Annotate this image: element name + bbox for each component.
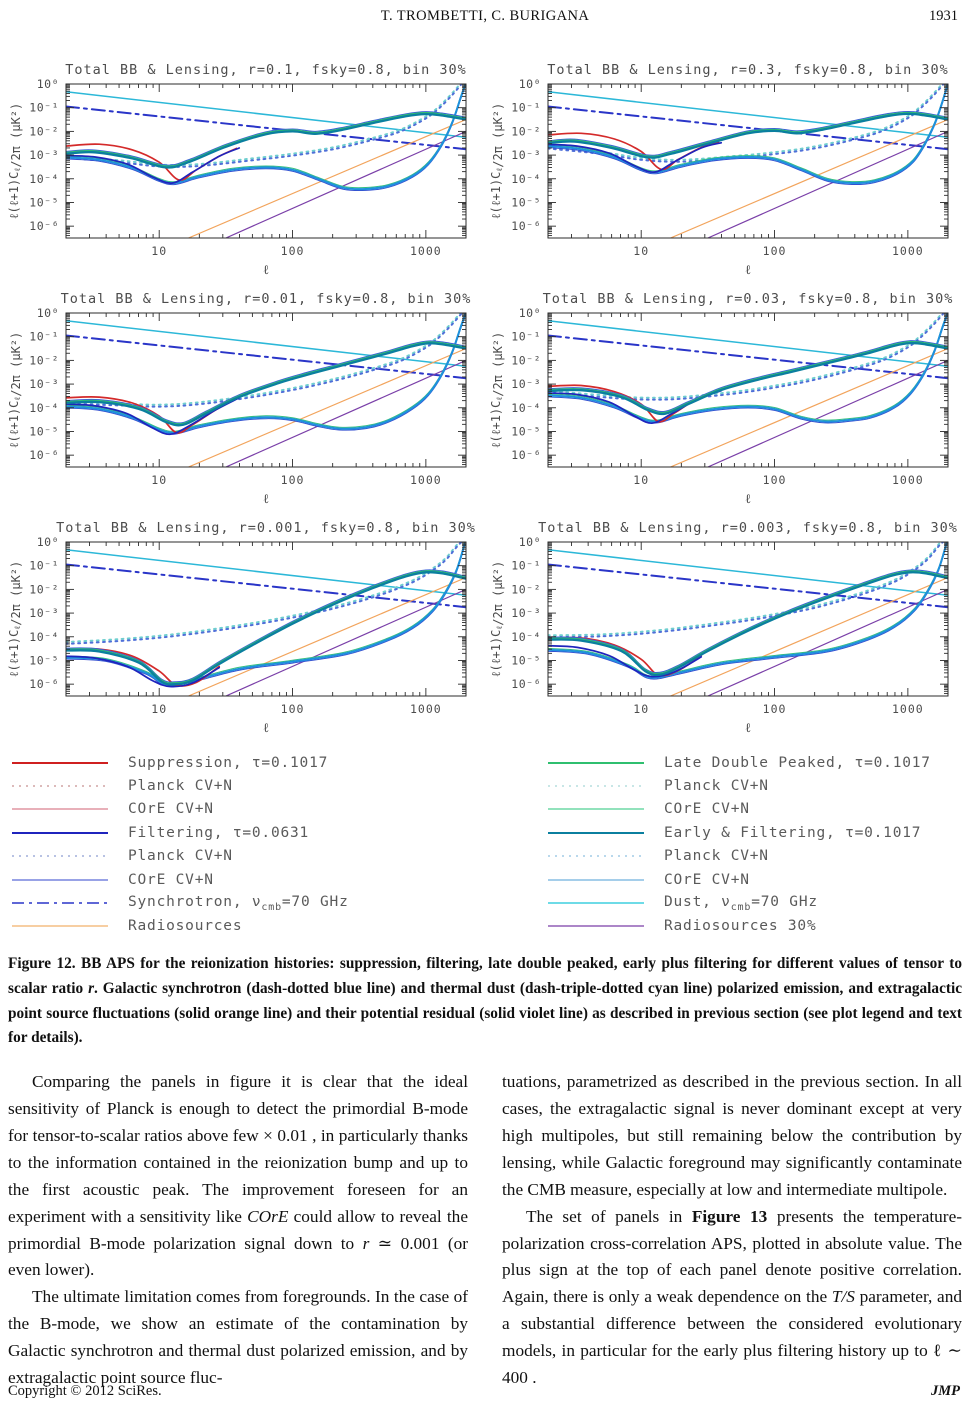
panel-title: Total BB & Lensing, r=0.003, fsky=0.8, bin 30% <box>538 520 958 536</box>
legend-line-swatch <box>12 805 108 813</box>
page-header <box>0 0 970 38</box>
svg-text:100: 100 <box>280 473 305 487</box>
legend-label <box>664 872 750 888</box>
svg-text:10⁻²: 10⁻² <box>511 124 541 139</box>
curve-dust <box>548 321 948 367</box>
svg-text:10⁻³: 10⁻³ <box>29 148 59 163</box>
svg-text:10⁻³: 10⁻³ <box>29 377 59 392</box>
legend-line-swatch <box>548 759 644 767</box>
svg-text:10: 10 <box>633 702 650 716</box>
curve-orange <box>189 578 467 697</box>
svg-text:1000: 1000 <box>410 702 442 716</box>
curve-violet <box>226 360 466 467</box>
legend-label <box>128 872 214 888</box>
figure-panel-1 <box>4 60 486 289</box>
y-axis-label: ℓ(ℓ+1)Cℓ/2π (μK²) <box>7 560 23 678</box>
panel-title: Total BB & Lensing, r=0.001, fsky=0.8, bin 30% <box>56 520 476 536</box>
svg-text:10⁻⁵: 10⁻⁵ <box>29 195 59 210</box>
legend-item <box>2 821 486 844</box>
svg-text:10⁰: 10⁰ <box>36 306 59 320</box>
curve-dotted <box>66 538 465 642</box>
legend-label-part: Planck CV+N <box>664 848 769 865</box>
svg-text:10⁻⁵: 10⁻⁵ <box>511 653 541 668</box>
text-segment: could allow to reveal the primordial B-mode polarization signal down to <box>8 1206 468 1253</box>
legend-label-part: Radiosources <box>128 918 243 935</box>
svg-text:10⁻³: 10⁻³ <box>511 377 541 392</box>
svg-text:10⁰: 10⁰ <box>518 306 541 320</box>
svg-text:10⁻¹: 10⁻¹ <box>29 558 59 573</box>
y-axis-label: ℓ(ℓ+1)Cℓ/2π (μK²) <box>489 331 505 449</box>
svg-text:10: 10 <box>151 473 168 487</box>
curve-orange <box>189 120 467 239</box>
figure-12-caption <box>8 952 962 1051</box>
text-segment: presents the temperature-polarization cross-correlation APS, plotted in absolute value. The plus sign at the top of each panel denote positive correlation. Again, there is only a weak dependence on the <box>502 1206 962 1307</box>
figure-panel-2 <box>486 60 968 289</box>
svg-text:10⁰: 10⁰ <box>518 535 541 549</box>
legend-label-part: Planck CV+N <box>128 848 233 865</box>
text-segment: Figure 13 <box>691 1206 768 1226</box>
svg-text:100: 100 <box>762 473 787 487</box>
legend-item <box>538 798 970 821</box>
text-segment: COrE <box>247 1206 289 1226</box>
legend-line-swatch <box>548 782 644 790</box>
body-paragraph <box>8 1284 468 1392</box>
svg-text:10⁻⁶: 10⁻⁶ <box>29 448 59 463</box>
panel-title: Total BB & Lensing, r=0.1, fsky=0.8, bin 30% <box>65 62 467 78</box>
legend-line-swatch <box>548 922 644 930</box>
curve-sync <box>66 107 466 150</box>
svg-text:100: 100 <box>280 702 305 716</box>
curve-upper <box>548 114 948 158</box>
legend-line-swatch <box>12 922 108 930</box>
legend-label <box>128 848 233 864</box>
legend-line-swatch <box>12 759 108 767</box>
svg-text:10⁻¹: 10⁻¹ <box>29 100 59 115</box>
svg-text:10⁻¹: 10⁻¹ <box>511 329 541 344</box>
body-paragraph <box>502 1069 962 1203</box>
svg-text:10⁻¹: 10⁻¹ <box>511 558 541 573</box>
text-segment: tuations, parametrized as described in the previous section. In all cases, the extragalactic signal is never dominant except at very high multipoles, but still remaining below the contribution by lensing, while Galactic foreground may significantly contaminate the CMB measure, especially at low and intermediate multipole. <box>502 1072 962 1199</box>
svg-text:10⁻²: 10⁻² <box>29 582 59 597</box>
legend-label <box>664 848 769 864</box>
legend-label-part: COrE CV+N <box>664 801 750 818</box>
text-segment: r <box>362 1233 370 1253</box>
curve-lower <box>548 543 947 677</box>
figure-panel-3 <box>4 289 486 518</box>
legend-label <box>664 801 750 817</box>
legend-item <box>2 798 486 821</box>
legend-line-swatch <box>548 899 644 907</box>
svg-text:10⁻¹: 10⁻¹ <box>29 329 59 344</box>
legend-label-part: Dust, ν <box>664 893 731 910</box>
curve-lower <box>66 84 466 190</box>
text-segment: T/S <box>831 1287 855 1307</box>
svg-text:10⁻⁵: 10⁻⁵ <box>29 424 59 439</box>
legend-label-part: Synchrotron, ν <box>128 893 262 910</box>
legend-label <box>128 918 242 934</box>
text-segment: ≃ 0.001 (or even lower). <box>8 1233 468 1280</box>
curve-dust <box>66 550 466 596</box>
svg-text:10⁰: 10⁰ <box>518 77 541 91</box>
svg-text:10⁰: 10⁰ <box>36 77 59 91</box>
legend-label-part: Filtering, τ=0.0631 <box>128 824 310 841</box>
curve-dotted <box>548 82 945 162</box>
legend-label-part: Radiosources 30% <box>664 918 817 935</box>
legend-item <box>2 915 486 938</box>
svg-text:10⁻⁶: 10⁻⁶ <box>511 448 541 463</box>
legend-label <box>128 755 328 771</box>
legend-line-swatch <box>12 782 108 790</box>
svg-text:10⁻³: 10⁻³ <box>511 148 541 163</box>
curve-dotted <box>66 540 465 644</box>
legend-label <box>128 778 233 794</box>
copyright-note: Copyright © 2012 SciRes. <box>8 1383 162 1399</box>
svg-text:1000: 1000 <box>410 473 442 487</box>
y-axis-label: ℓ(ℓ+1)Cℓ/2π (μK²) <box>7 331 23 449</box>
legend-item <box>538 774 970 797</box>
running-head-authors: T. TROMBETTI, C. BURIGANA <box>380 8 590 24</box>
page-number: 1931 <box>929 8 958 24</box>
curve-dotted <box>548 309 945 397</box>
svg-text:100: 100 <box>762 244 787 258</box>
page-footer <box>8 1383 960 1400</box>
legend-item <box>2 774 486 797</box>
text-segment: The ultimate limitation comes from foregrounds. In the case of the B-mode, we show an estimate of the contamination by Galactic synchrotron and thermal dust polarized emission, and by extragalactic point source fluc- <box>8 1287 468 1387</box>
curve-sync <box>548 336 948 379</box>
legend-label-part: Suppression, τ=0.1017 <box>128 754 329 771</box>
text-segment: Comparing the panels in figure it is clear that the ideal sensitivity of Planck is enough to detect the primordial B-mode for tensor-to-scalar ratios above few × 0.01 , in particularly thanks to the information contained in the reionization bump and up to the first acoustic peak. The improvement foreseen for an experiment with a sensitivity like <box>8 1072 468 1226</box>
svg-text:10⁻⁴: 10⁻⁴ <box>29 400 59 415</box>
svg-text:10: 10 <box>633 244 650 258</box>
y-axis-label: ℓ(ℓ+1)Cℓ/2π (μK²) <box>7 102 23 220</box>
x-axis-label: ℓ <box>262 492 270 507</box>
svg-text:1000: 1000 <box>892 244 924 258</box>
legend-label-part: Early & Filtering, τ=0.1017 <box>664 824 922 841</box>
curve-sync <box>66 336 466 379</box>
body-paragraph <box>502 1204 962 1392</box>
legend-label-part: Planck CV+N <box>128 778 233 795</box>
svg-text:1000: 1000 <box>410 244 442 258</box>
legend-label <box>128 801 214 817</box>
svg-text:10⁻⁶: 10⁻⁶ <box>29 219 59 234</box>
legend-label-part: COrE CV+N <box>128 871 214 888</box>
legend-item <box>538 845 970 868</box>
curve-dust <box>66 321 466 367</box>
legend-column-left <box>2 751 486 938</box>
legend-label-part: =70 GHz <box>751 893 818 910</box>
legend-item <box>538 915 970 938</box>
svg-text:10⁰: 10⁰ <box>36 535 59 549</box>
x-axis-label: ℓ <box>262 263 270 278</box>
journal-abbrev: JMP <box>931 1383 960 1399</box>
svg-text:10⁻⁶: 10⁻⁶ <box>29 677 59 692</box>
svg-text:10⁻²: 10⁻² <box>29 353 59 368</box>
curve-violet <box>708 131 948 238</box>
text-segment: The set of panels in <box>526 1206 692 1226</box>
svg-text:10⁻⁵: 10⁻⁵ <box>29 653 59 668</box>
figure-12-panel-grid <box>4 60 970 747</box>
legend-label <box>664 918 816 934</box>
legend-label <box>664 755 931 771</box>
legend-item <box>2 868 486 891</box>
legend-label-part: Planck CV+N <box>664 778 769 795</box>
svg-text:10: 10 <box>633 473 650 487</box>
panel-title: Total BB & Lensing, r=0.01, fsky=0.8, bin 30% <box>60 291 472 307</box>
svg-text:10⁻³: 10⁻³ <box>29 606 59 621</box>
svg-text:1000: 1000 <box>892 702 924 716</box>
legend-item <box>2 751 486 774</box>
legend-item <box>538 751 970 774</box>
legend-line-swatch <box>12 899 108 907</box>
body-column-right <box>502 1069 962 1392</box>
svg-text:10⁻⁴: 10⁻⁴ <box>511 629 541 644</box>
legend-line-swatch <box>548 829 644 837</box>
svg-text:10⁻⁴: 10⁻⁴ <box>511 171 541 186</box>
svg-text:10: 10 <box>151 702 168 716</box>
body-columns <box>8 1069 962 1392</box>
svg-text:10⁻⁴: 10⁻⁴ <box>29 629 59 644</box>
text-segment: Figure 12. BB APS for the reionization histories: suppression, filtering, late double peaked, early plus filtering for different values of tensor to scalar ratio <box>8 955 962 997</box>
svg-text:10⁻²: 10⁻² <box>511 353 541 368</box>
curve-upper <box>548 113 948 157</box>
curve-violet <box>226 589 466 696</box>
curve-sync <box>548 107 948 150</box>
legend-label <box>664 778 769 794</box>
panel-title: Total BB & Lensing, r=0.3, fsky=0.8, bin 30% <box>547 62 949 78</box>
figure-panel-4 <box>486 289 968 518</box>
x-axis-label: ℓ <box>744 721 752 736</box>
legend-item <box>2 891 486 914</box>
legend-item <box>2 845 486 868</box>
figure-panel-5 <box>4 518 486 747</box>
text-segment: . Galactic synchrotron (dash-dotted blue line) and thermal dust (dash-triple-dotted cyan line) polarized emission, and extragalactic point source fluctuations (solid orange line) and their potential residual (solid violet line) as described in previous section (see plot legend and text for details). <box>8 979 962 1047</box>
figure-panel-6 <box>486 518 968 747</box>
y-axis-label: ℓ(ℓ+1)Cℓ/2π (μK²) <box>489 560 505 678</box>
curve-violet <box>708 589 948 696</box>
text-segment: r <box>88 979 95 997</box>
legend-line-swatch <box>12 876 108 884</box>
curve-sync <box>66 565 466 608</box>
svg-text:10⁻²: 10⁻² <box>29 124 59 139</box>
svg-text:10: 10 <box>151 244 168 258</box>
curve-dotted <box>548 311 945 399</box>
legend-column-right <box>486 751 970 938</box>
svg-text:10⁻⁶: 10⁻⁶ <box>511 677 541 692</box>
svg-text:10⁻²: 10⁻² <box>511 582 541 597</box>
x-axis-label: ℓ <box>744 263 752 278</box>
svg-text:10⁻⁴: 10⁻⁴ <box>29 171 59 186</box>
legend-label-part: COrE CV+N <box>664 871 750 888</box>
legend-label-part: cmb <box>730 901 752 913</box>
legend-label <box>128 894 349 913</box>
legend-label-part: COrE CV+N <box>128 801 214 818</box>
x-axis-label: ℓ <box>262 721 270 736</box>
curve-dust <box>548 550 948 596</box>
text-segment: parameter, and a substantial difference between the considered evolutionary models, in particular for the early plus filtering history up to ℓ ∼ 400 . <box>502 1287 962 1387</box>
legend-label-part: cmb <box>261 901 282 913</box>
y-axis-label: ℓ(ℓ+1)Cℓ/2π (μK²) <box>489 102 505 220</box>
legend-label-part: Late Double Peaked, τ=0.1017 <box>664 754 931 771</box>
curve-violet <box>708 360 948 467</box>
svg-text:100: 100 <box>762 702 787 716</box>
curve-orange <box>189 349 467 468</box>
legend-item <box>538 891 970 914</box>
curve-sync <box>548 565 948 608</box>
svg-text:10⁻⁵: 10⁻⁵ <box>511 424 541 439</box>
legend-label-part: =70 GHz <box>281 893 349 910</box>
legend-line-swatch <box>12 852 108 860</box>
curve-dotted <box>66 80 463 165</box>
panel-title: Total BB & Lensing, r=0.03, fsky=0.8, bin 30% <box>542 291 954 307</box>
legend-item <box>538 821 970 844</box>
legend-label <box>128 825 309 841</box>
curve-lower <box>548 542 947 676</box>
legend-item <box>538 868 970 891</box>
legend-label <box>664 894 818 913</box>
svg-text:10⁻⁵: 10⁻⁵ <box>511 195 541 210</box>
body-paragraph <box>8 1069 468 1284</box>
legend-line-swatch <box>548 876 644 884</box>
legend-label <box>664 825 921 841</box>
svg-text:10⁻⁴: 10⁻⁴ <box>511 400 541 415</box>
svg-text:10⁻⁶: 10⁻⁶ <box>511 219 541 234</box>
curve-lower <box>66 543 465 683</box>
legend-line-swatch <box>548 852 644 860</box>
figure-12-legend <box>2 751 970 938</box>
body-column-left <box>8 1069 468 1392</box>
curve-violet <box>226 131 466 238</box>
curve-orange <box>671 578 949 697</box>
svg-text:1000: 1000 <box>892 473 924 487</box>
svg-text:100: 100 <box>280 244 305 258</box>
svg-text:10⁻¹: 10⁻¹ <box>511 100 541 115</box>
svg-text:10⁻³: 10⁻³ <box>511 606 541 621</box>
curve-orange <box>671 120 949 239</box>
x-axis-label: ℓ <box>744 492 752 507</box>
legend-line-swatch <box>12 829 108 837</box>
legend-line-swatch <box>548 805 644 813</box>
